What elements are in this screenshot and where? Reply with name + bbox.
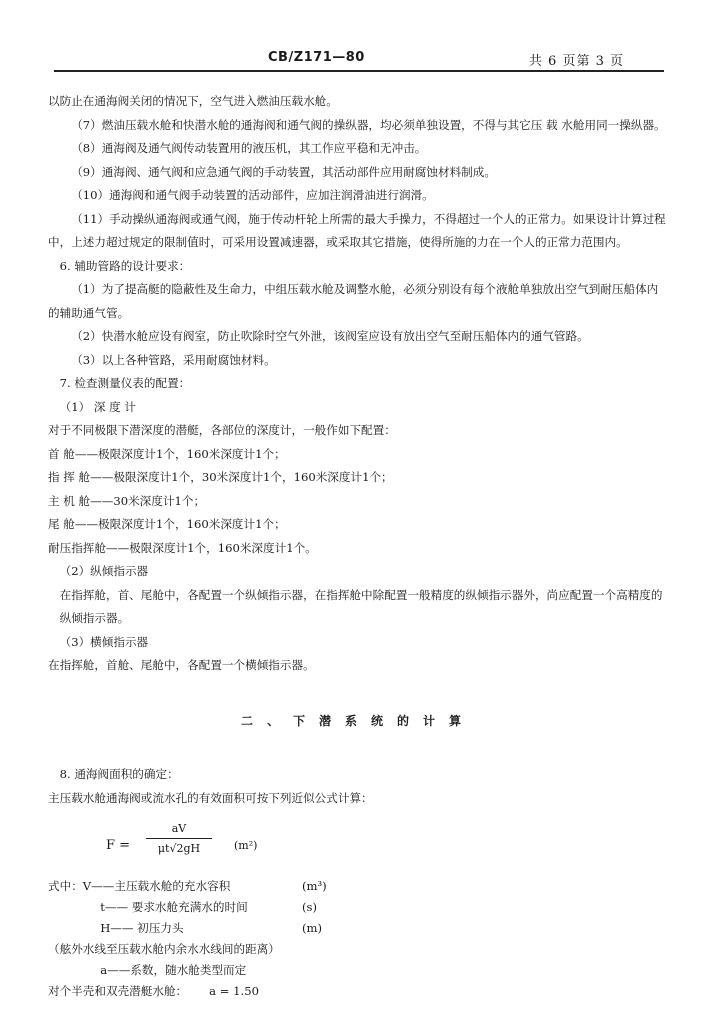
- paragraph-depth-intro: 对于不同极限下潜深度的潜艇，各部位的深度计，一般作如下配置：: [48, 423, 396, 437]
- var-h-text: H—— 初压力头: [100, 921, 184, 935]
- paragraph-item-9: （9）通海阀、通气阀和应急通气阀的手动装置，其活动部件应用耐腐蚀材料制成。: [71, 164, 496, 179]
- var-a-line: [48, 981, 668, 1002]
- paragraph-continuation: 以防止在通海阀关闭的情况下，空气进入燃油压载水舱。: [48, 94, 338, 108]
- header-rule: [54, 70, 664, 72]
- var-h-note: （舷外水线至压载水舱内余水水线间的距离）: [48, 942, 280, 956]
- area-formula: [106, 820, 668, 868]
- paragraph-6-2: （2）快潜水舱应设有阀室，防止吹除时空气外泄，该阀室应设有放出空气至耐压船体内的通气管路。: [71, 329, 589, 343]
- paragraph-trim: 在指挥舱，首、尾舱中，各配置一个纵倾指示器，在指挥舱中除配置一般精度的纵倾指示器外，尚应配置一个高精度的纵倾指示器。: [59, 587, 663, 625]
- section-title: 二、下潜系统的计算: [240, 713, 475, 728]
- formula-lhs: F =: [106, 838, 131, 853]
- var-a-value: a = 1.50: [209, 984, 259, 998]
- var-v-unit: (m³): [302, 879, 327, 893]
- list-item-stern: 尾 舱——极限深度计1个，160米深度计1个；: [48, 517, 286, 531]
- paragraph-item-10: （10）通海阀和通气阀手动装置的活动部件，应加注润滑油进行润滑。: [71, 188, 434, 202]
- var-prefix: 式中：: [48, 879, 83, 893]
- var-t-text: t—— 要求水舱充满水的时间: [100, 900, 248, 914]
- page-header: [54, 46, 664, 72]
- formula-unit: (m²): [234, 839, 258, 852]
- heading-8: 8. 通海阀面积的确定：: [59, 767, 179, 781]
- heading-6: 6. 辅助管路的设计要求：: [59, 258, 191, 273]
- formula-numerator: aV: [146, 820, 212, 839]
- paragraph-item-11: （11）手动操纵通海阀或通气阀，施于传动杆轮上所需的最大手操力，不得超过一个人的正常力。如果设计计算过程中，上述力超过规定的限制值时，可采用设置减速器，或采取其它措施，使得所施的力在一个人的正常力范围内。: [48, 211, 666, 249]
- paragraph-heel: 在指挥舱，首舱、尾舱中，各配置一个横倾指示器。: [48, 658, 315, 672]
- var-v: [48, 876, 668, 897]
- var-a: a——系数，随水舱类型而定: [100, 963, 247, 977]
- heading-7: 7. 检查测量仪表的配置：: [59, 376, 191, 390]
- paragraph-formula-intro: 主压载水舱通海阀或流水孔的有效面积可按下列近似公式计算：: [48, 790, 373, 805]
- formula-denominator: μt√2gH: [157, 842, 201, 855]
- list-item-command: 指 挥 舱——极限深度计1个，30米深度计1个，160米深度计1个；: [48, 470, 393, 484]
- page-number: 共 6 页第 3 页: [528, 54, 624, 69]
- subheading-heel-indicator: （3）横倾指示器: [59, 634, 149, 649]
- list-item-engine: 主 机 舱——30米深度计1个；: [48, 493, 206, 508]
- list-item-bow: 首 舱——极限深度计1个，160米深度计1个；: [48, 446, 286, 461]
- var-h: [48, 918, 668, 939]
- var-v-text: V——主压载水舱的充水容积: [82, 879, 231, 893]
- variable-definitions: [48, 876, 668, 1002]
- list-item-pressure-command: 耐压指挥舱——极限深度计1个，160米深度计1个。: [48, 540, 317, 555]
- var-h-unit: (m): [302, 921, 323, 935]
- paragraph-6-1: （1）为了提高艇的隐蔽性及生命力，中组压载水舱及调整水舱，必须分别设有每个液舱单独放出空气到耐压船体内的辅助通气管。: [48, 282, 659, 320]
- subheading-depth-gauge: （1） 深 度 计: [59, 399, 136, 414]
- subheading-trim-indicator: （2）纵倾指示器: [59, 564, 149, 578]
- formula-fraction: [146, 820, 212, 859]
- document-body: [48, 90, 668, 1002]
- var-t: [48, 897, 668, 918]
- paragraph-6-3: （3）以上各种管路，采用耐腐蚀材料。: [71, 352, 276, 367]
- paragraph-item-8: （8）通海阀及通气阀传动装置用的液压机，其工作应平稳和无冲击。: [71, 141, 427, 155]
- var-t-unit: (s): [302, 900, 317, 914]
- paragraph-item-7: （7）燃油压载水舱和快潜水舱的通海阀和通气阀的操纵器，均必须单独设置，不得与其它压 载 水舱用同一操纵器。: [71, 117, 666, 132]
- var-a-label: 对个半壳和双壳潜艇水舱：: [48, 984, 188, 998]
- standard-code: CB/Z171—80: [268, 50, 365, 65]
